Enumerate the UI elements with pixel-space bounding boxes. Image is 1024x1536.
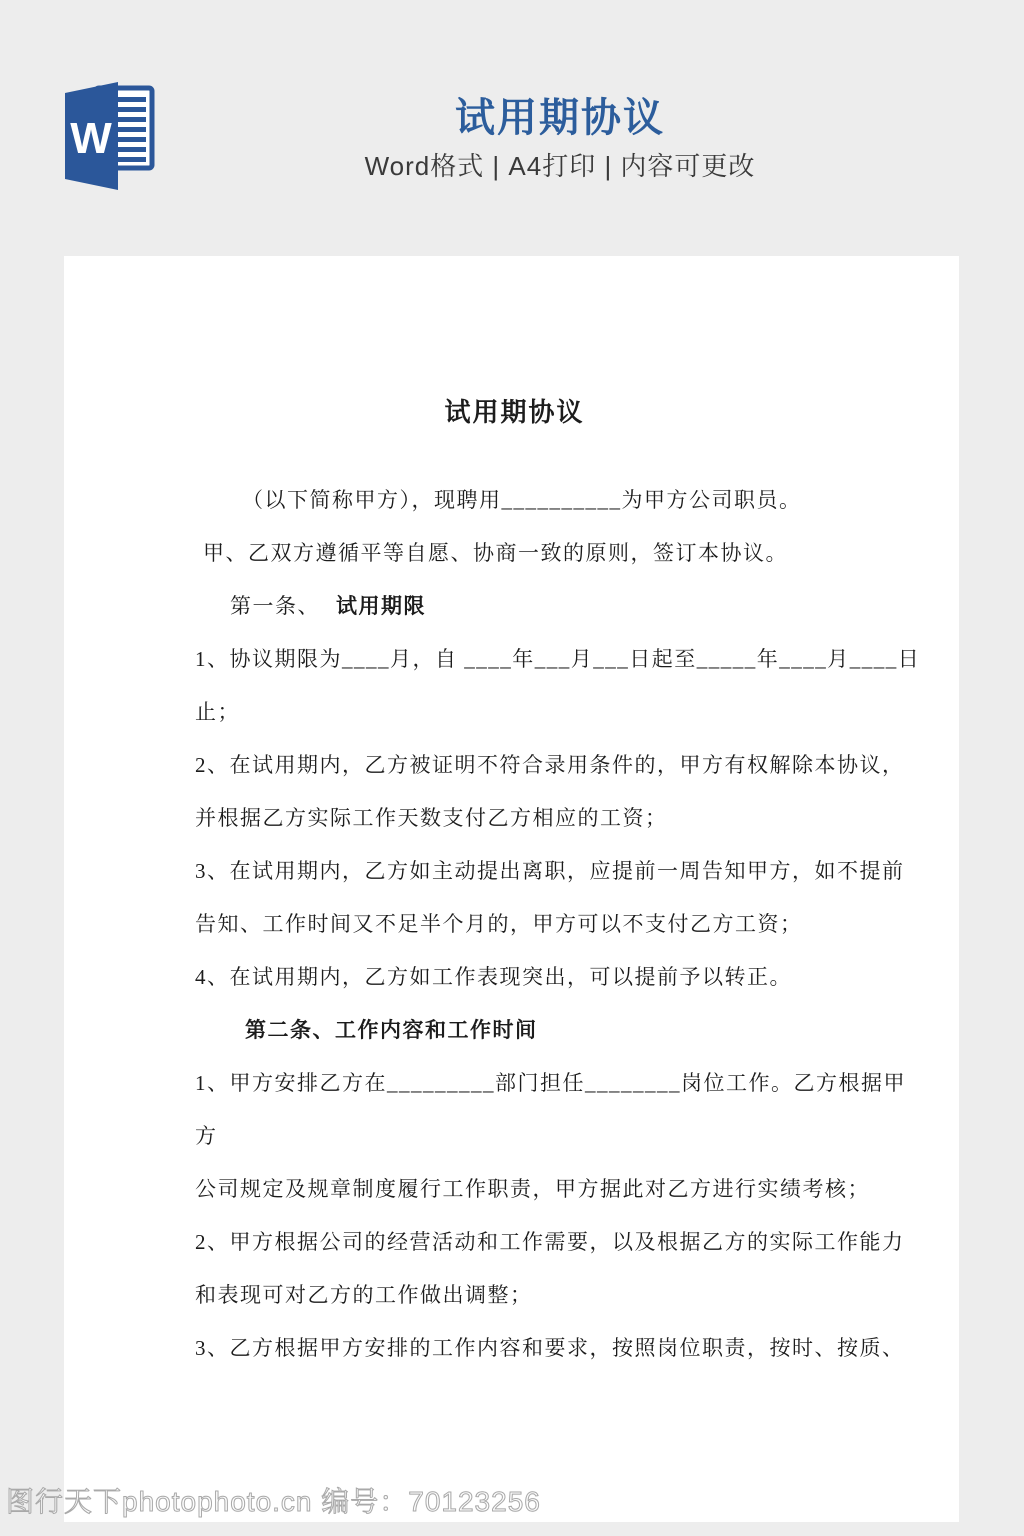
- section-heading: [195, 580, 884, 633]
- document-line: 2、甲方根据公司的经营活动和工作需要，以及根据乙方的实际工作能力: [195, 1230, 905, 1254]
- document-line: 4、在试用期内，乙方如工作表现突出，可以提前予以转正。: [195, 965, 792, 989]
- document-line: 3、乙方根据甲方安排的工作内容和要求，按照岗位职责，按时、按质、: [195, 1336, 905, 1360]
- document-line: 1、协议期限为____月，自 ____年___月___日起至_____年____月____日: [195, 647, 921, 671]
- document-line: 止；: [195, 700, 240, 724]
- document-line: 方: [195, 1124, 218, 1148]
- document-lines: [195, 474, 921, 1375]
- document-line: 公司规定及规章制度履行工作职责，甲方据此对乙方进行实绩考核；: [195, 1177, 870, 1201]
- watermark-text: 图行天下photophoto.cn 编号：70123256: [6, 1486, 541, 1517]
- page-header: [0, 0, 1024, 256]
- document-line: （以下简称甲方），现聘用__________为甲方公司职员。: [242, 488, 802, 512]
- document-preview-page: [64, 256, 959, 1522]
- document-line: 告知、工作时间又不足半个月的，甲方可以不支付乙方工资；: [195, 912, 803, 936]
- document-line: 和表现可对乙方的工作做出调整；: [195, 1283, 533, 1307]
- word-icon-letter: W: [70, 114, 112, 163]
- document-line: 3、在试用期内，乙方如主动提出离职，应提前一周告知甲方，如不提前: [195, 859, 905, 883]
- heading-prefix: 第一条、: [230, 594, 320, 618]
- document-line: 2、在试用期内，乙方被证明不符合录用条件的，甲方有权解除本协议，: [195, 753, 905, 777]
- template-title: 试用期协议: [455, 96, 665, 140]
- document-title: 试用期协议: [444, 397, 585, 427]
- document-line: 甲、乙双方遵循平等自愿、协商一致的原则，签订本协议。: [203, 541, 788, 565]
- section-heading: 第二条、工作内容和工作时间: [245, 1019, 538, 1042]
- document-line: 1、甲方安排乙方在_________部门担任________岗位工作。乙方根据甲: [195, 1071, 906, 1095]
- heading-bold-text: 试用期限: [336, 595, 426, 618]
- document-line: 并根据乙方实际工作天数支付乙方相应的工资；: [195, 806, 668, 830]
- template-format-subtitle: Word格式 | A4打印 | 内容可更改: [364, 151, 756, 181]
